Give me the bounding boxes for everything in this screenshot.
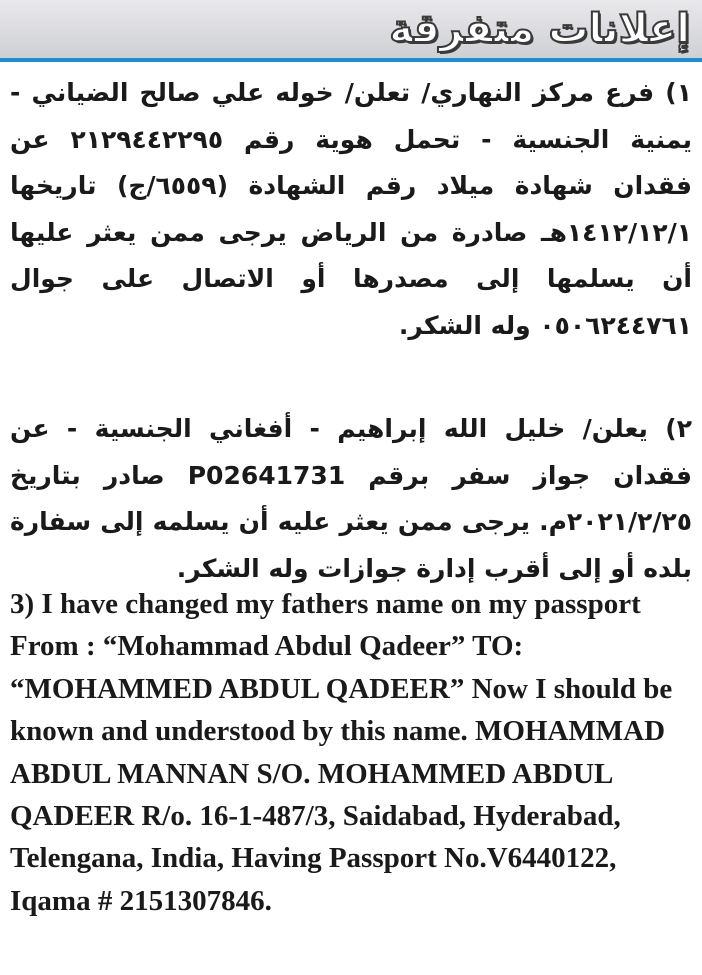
classified-ad-2: ٢) يعلن/ خليل الله إبراهيم - أفغاني الجنسية - عن فقدان جواز سفر برقم P02641731 صادر بتاريخ ٢٠٢١/٢/٢٥م. يرجى ممن يعثر عليه أن يسلمه إلى سفارة بلده أو إلى أقرب إدارة جوازات وله الشكر.: [10, 414, 692, 583]
section-header: [0, 0, 702, 58]
classified-ad-1: ١) فرع مركز النهاري/ تعلن/ خوله علي صالح الضياني - يمنية الجنسية - تحمل هوية رقم ٢١٢٩٤٤٢٢٩٥ عن فقدان شهادة ميلاد رقم الشهادة (٦٥٥٩/ج) تاريخها ١٤١٢/١٢/١هـ صادرة من الرياض يرجى ممن يعثر عليها أن يسلمها إلى مصدرها أو الاتصال على جوال ٠٥٠٦٢٤٤٧٦١ وله الشكر.: [10, 78, 692, 340]
section-title: إعلانات متفرقة: [389, 6, 690, 52]
header-accent-rule: [0, 58, 702, 62]
classified-ad-3: 3) I have changed my fathers name on my passport From : “Mohammad Abdul Qadeer” TO: “MOHAMMED ABDUL QADEER” Now I should be known and understood by this name. MOHAMMAD ABDUL MANNAN S/O. MOHAMMED ABDUL QADEER R/o. 16-1-487/3, Saidabad, Hyderabad, Telengana, India, Having Passport No.V6440122, Iqama # 2151307846.: [10, 588, 673, 917]
